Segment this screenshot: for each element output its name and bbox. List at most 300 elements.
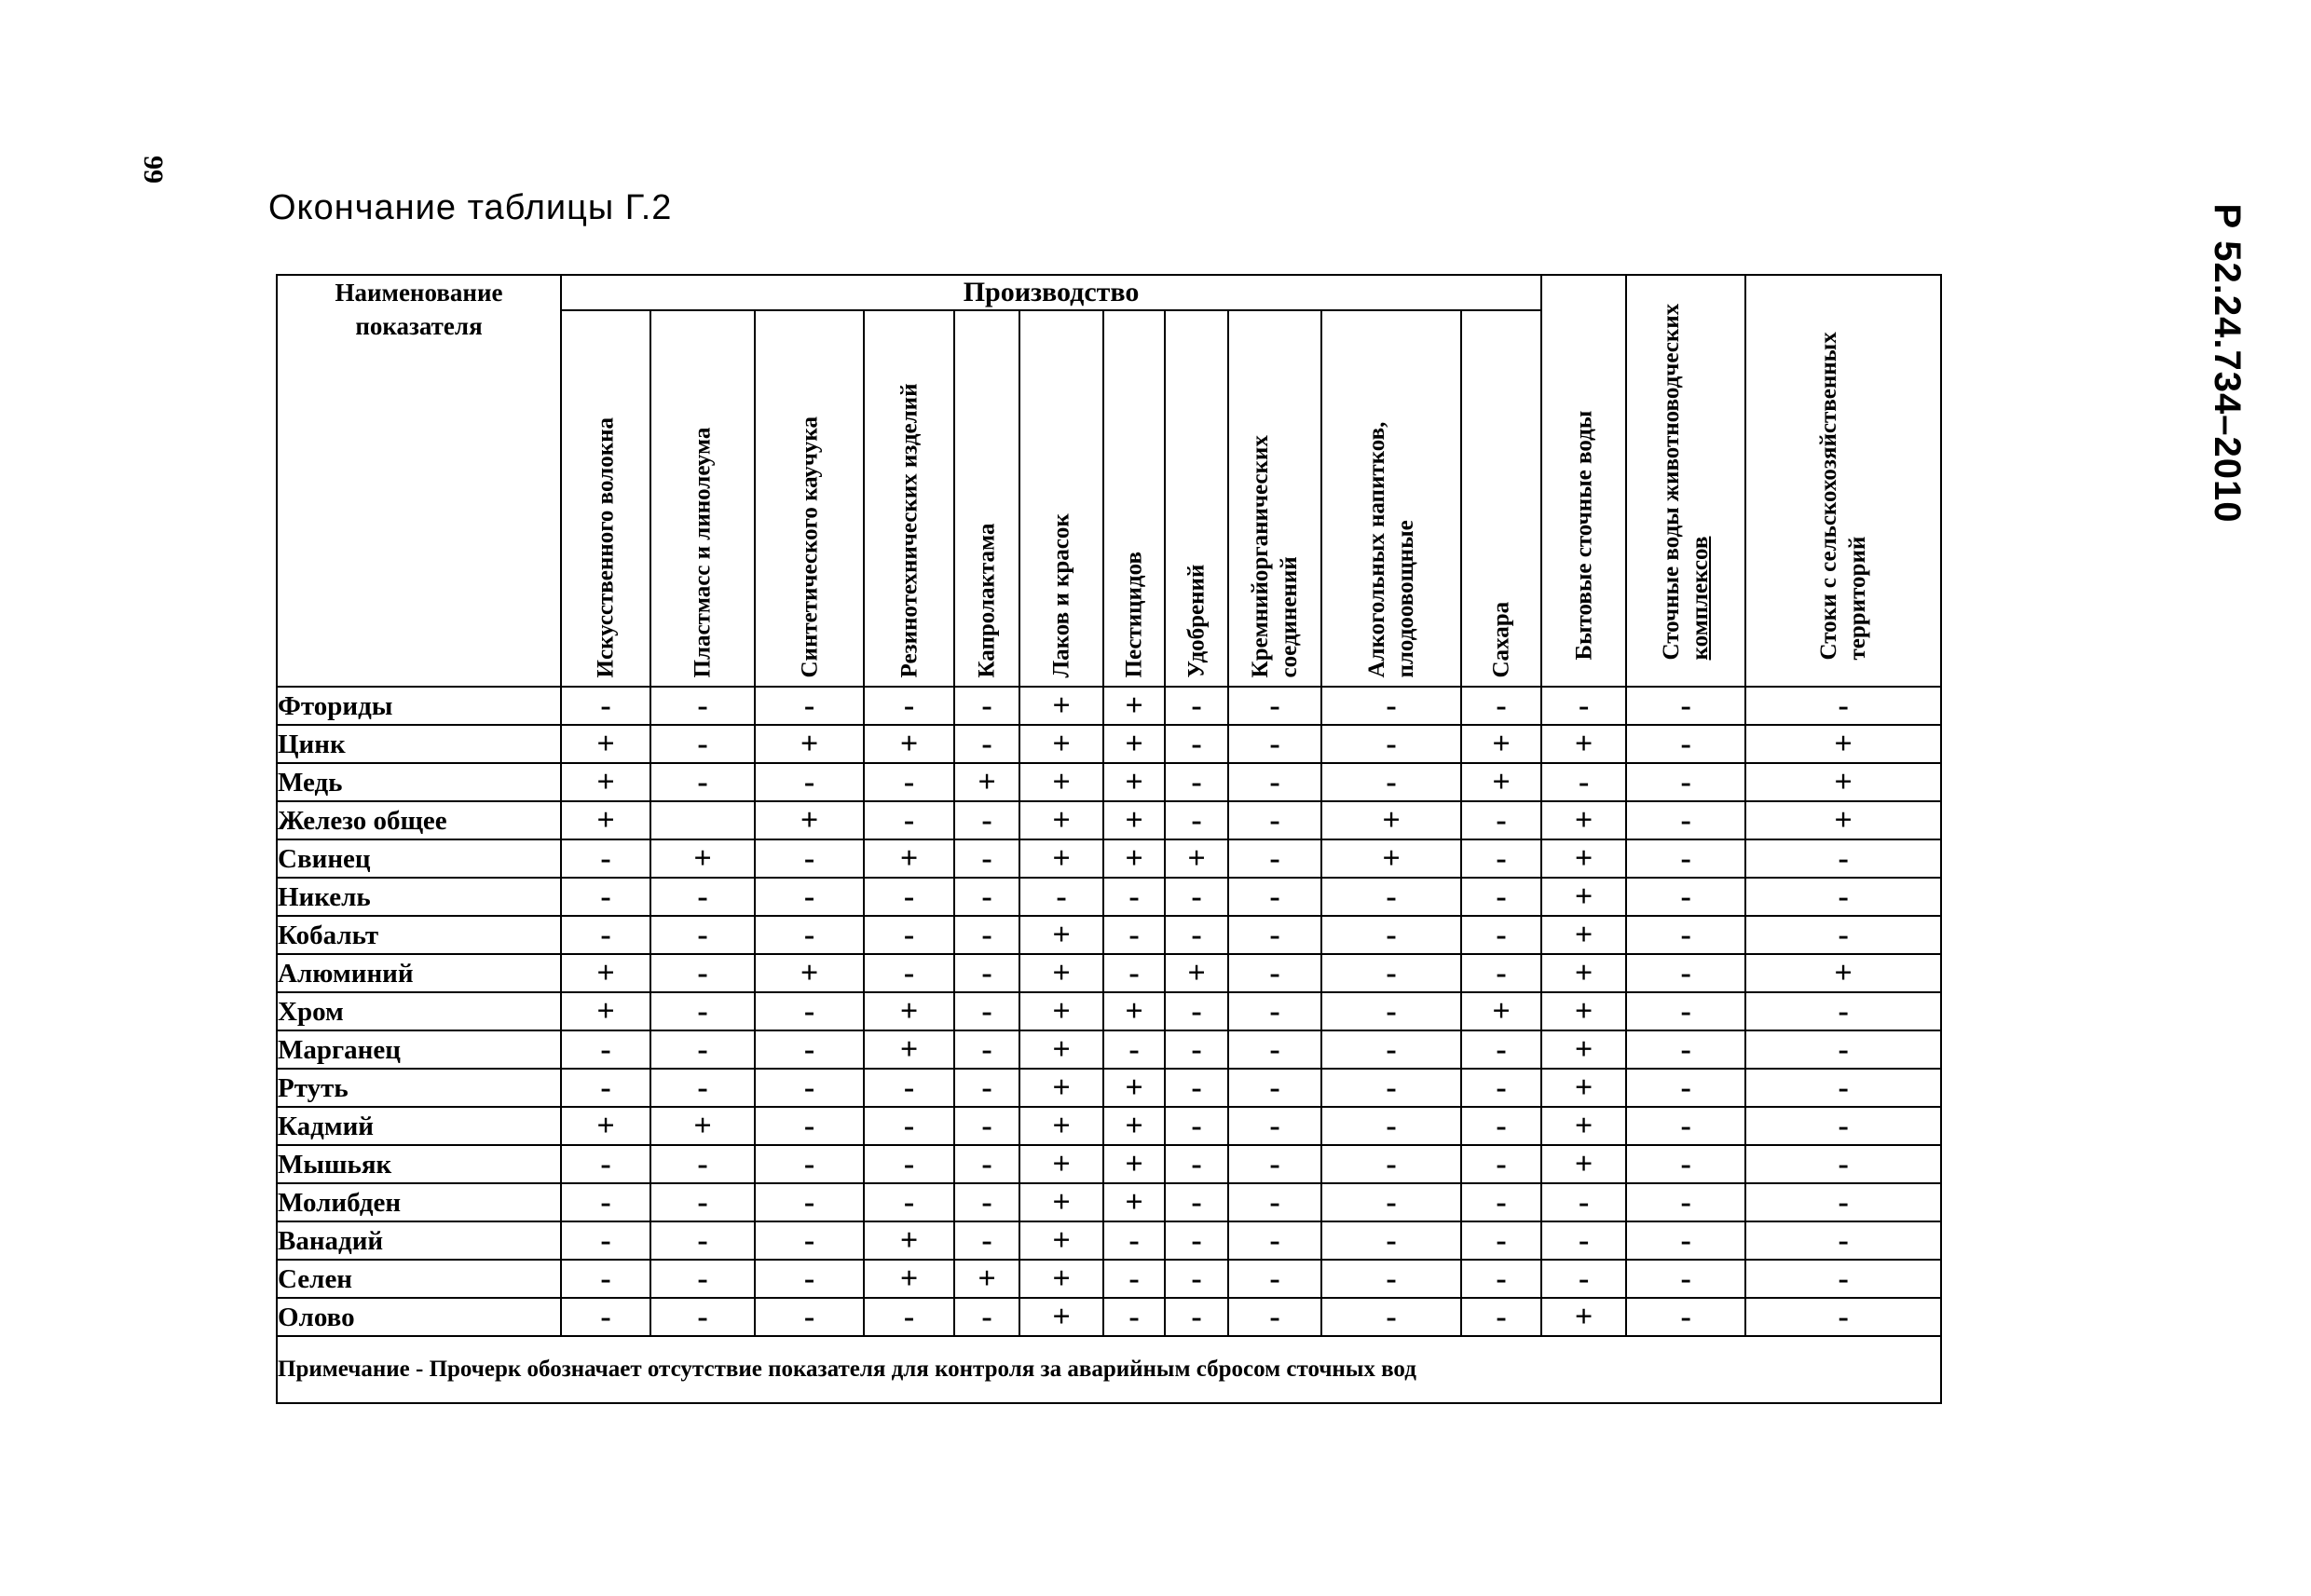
table-cell: + — [1745, 763, 1941, 801]
table-cell: + — [1461, 763, 1541, 801]
table-cell: - — [561, 916, 650, 954]
table-cell: + — [1541, 916, 1626, 954]
table-cell: - — [1745, 1030, 1941, 1069]
table-cell: - — [954, 916, 1019, 954]
table-cell: + — [1019, 801, 1103, 839]
table-body — [277, 687, 1941, 1336]
table-cell: - — [755, 1145, 864, 1183]
table-row — [277, 1183, 1941, 1221]
table-cell: - — [1626, 1183, 1745, 1221]
column-header — [561, 310, 650, 687]
table-cell: - — [1103, 1298, 1165, 1336]
table-cell: - — [1461, 1221, 1541, 1260]
table-cell: - — [650, 1183, 755, 1221]
table-row — [277, 916, 1941, 954]
table-cell: - — [1321, 1145, 1461, 1183]
table-cell: - — [954, 954, 1019, 992]
indicator-name: Марганец — [277, 1030, 561, 1069]
table-cell: - — [1103, 1260, 1165, 1298]
table-cell: - — [1228, 916, 1321, 954]
table-cell: - — [1228, 1183, 1321, 1221]
table-cell: + — [1461, 992, 1541, 1030]
indicator-name: Селен — [277, 1260, 561, 1298]
table-cell: + — [1019, 1069, 1103, 1107]
table-cell: - — [755, 1069, 864, 1107]
table-cell: - — [755, 1260, 864, 1298]
table-cell: - — [561, 1030, 650, 1069]
table-cell: - — [1321, 763, 1461, 801]
column-header — [755, 310, 864, 687]
table-cell: - — [561, 687, 650, 725]
table-cell: - — [1321, 992, 1461, 1030]
column-header — [1103, 310, 1165, 687]
indicator-name: Свинец — [277, 839, 561, 878]
table-cell: + — [1541, 1107, 1626, 1145]
table-cell: - — [1626, 916, 1745, 954]
table-cell: - — [954, 1030, 1019, 1069]
table-cell: + — [1541, 1069, 1626, 1107]
column-header-label: Бытовые сточные воды — [1571, 410, 1597, 661]
table-cell: - — [1461, 954, 1541, 992]
table-cell: - — [1228, 801, 1321, 839]
column-header — [1745, 275, 1941, 687]
table-cell: + — [561, 1107, 650, 1145]
table-cell: - — [1228, 1260, 1321, 1298]
table-cell: - — [561, 1145, 650, 1183]
table-cell: - — [954, 878, 1019, 916]
table-cell: - — [561, 878, 650, 916]
table-cell: - — [1321, 878, 1461, 916]
table-cell: + — [561, 954, 650, 992]
table-cell: - — [864, 878, 954, 916]
table-cell: + — [1745, 801, 1941, 839]
table-cell: - — [1541, 763, 1626, 801]
indicator-name: Медь — [277, 763, 561, 801]
table-cell: + — [1745, 954, 1941, 992]
table-row — [277, 763, 1941, 801]
table-cell: - — [1165, 1260, 1228, 1298]
table-cell: - — [1321, 1183, 1461, 1221]
table-row — [277, 1145, 1941, 1183]
table-cell: + — [1321, 839, 1461, 878]
table-cell: - — [1626, 878, 1745, 916]
table-cell: - — [864, 1183, 954, 1221]
table-cell: - — [1745, 1221, 1941, 1260]
table-cell: + — [1019, 992, 1103, 1030]
indicator-name: Никель — [277, 878, 561, 916]
table-cell: - — [1165, 1221, 1228, 1260]
column-header-label: Сахара — [1488, 601, 1514, 678]
table-cell: + — [1103, 1145, 1165, 1183]
table-cell: - — [755, 916, 864, 954]
table-cell: - — [755, 1107, 864, 1145]
column-header — [1228, 310, 1321, 687]
table-row — [277, 725, 1941, 763]
table-cell: + — [1019, 1145, 1103, 1183]
table-cell: - — [650, 1145, 755, 1183]
table-cell: - — [1461, 1030, 1541, 1069]
table-cell: - — [1165, 1145, 1228, 1183]
table-note: Примечание - Прочерк обозначает отсутствие показателя для контроля за аварийным сбросом сточных вод — [277, 1336, 1941, 1403]
table-cell: + — [1019, 916, 1103, 954]
table-cell: - — [650, 1030, 755, 1069]
indicator-name: Кобальт — [277, 916, 561, 954]
table-cell: + — [1103, 801, 1165, 839]
table-cell: - — [1228, 839, 1321, 878]
table-cell: - — [1228, 1030, 1321, 1069]
table-cell: + — [864, 992, 954, 1030]
table-cell: + — [1461, 725, 1541, 763]
table-cell: - — [561, 1298, 650, 1336]
table-cell: - — [1228, 992, 1321, 1030]
table-cell: - — [755, 1030, 864, 1069]
table-cell: - — [1461, 878, 1541, 916]
table-cell: - — [561, 1069, 650, 1107]
table-cell: - — [1165, 801, 1228, 839]
table-cell: + — [650, 839, 755, 878]
column-header-label: Сточные воды животноводческих комплексов — [1659, 303, 1714, 661]
table-cell: - — [1321, 725, 1461, 763]
table-cell: + — [1541, 725, 1626, 763]
table-row — [277, 1107, 1941, 1145]
table-cell: - — [954, 687, 1019, 725]
table-cell: - — [864, 687, 954, 725]
table-cell: + — [1019, 1183, 1103, 1221]
table-cell: - — [954, 1107, 1019, 1145]
table-cell: - — [1461, 1107, 1541, 1145]
column-header — [1165, 310, 1228, 687]
column-header-label: Капролактама — [974, 523, 1000, 678]
table-cell: - — [864, 763, 954, 801]
table-cell: - — [864, 1298, 954, 1336]
table-cell: - — [1541, 1221, 1626, 1260]
table-cell: - — [1019, 878, 1103, 916]
table-cell: - — [1321, 1030, 1461, 1069]
table-cell: - — [864, 954, 954, 992]
table-cell: + — [1541, 954, 1626, 992]
table-row — [277, 687, 1941, 725]
table-cell: - — [954, 1145, 1019, 1183]
table-cell: + — [1103, 725, 1165, 763]
table-cell: - — [650, 763, 755, 801]
table-row — [277, 878, 1941, 916]
table-cell: - — [650, 687, 755, 725]
table-cell: - — [650, 954, 755, 992]
table-cell: - — [755, 763, 864, 801]
table-cell: + — [1019, 1107, 1103, 1145]
table-cell: - — [1228, 1107, 1321, 1145]
table-cell: - — [954, 1183, 1019, 1221]
table-cell: + — [561, 801, 650, 839]
table-cell: + — [561, 992, 650, 1030]
table-cell: - — [1745, 878, 1941, 916]
table-cell: - — [1745, 1183, 1941, 1221]
table-cell: + — [1103, 687, 1165, 725]
column-header — [864, 310, 954, 687]
table-cell: - — [1165, 878, 1228, 916]
table-cell: + — [1541, 1298, 1626, 1336]
table-cell: + — [1745, 725, 1941, 763]
table-cell: - — [1103, 1221, 1165, 1260]
column-header — [650, 310, 755, 687]
table-cell: + — [1165, 839, 1228, 878]
table-cell: - — [1745, 1145, 1941, 1183]
table-cell: - — [1228, 954, 1321, 992]
column-header — [1019, 310, 1103, 687]
table-cell: - — [1165, 992, 1228, 1030]
table-cell: - — [1745, 1107, 1941, 1145]
table-cell: + — [755, 801, 864, 839]
table-cell: - — [1626, 1260, 1745, 1298]
table-cell: + — [864, 1221, 954, 1260]
table-cell: - — [1745, 916, 1941, 954]
table-row — [277, 1069, 1941, 1107]
table-cell: - — [650, 916, 755, 954]
indicator-name: Ванадий — [277, 1221, 561, 1260]
table-cell: + — [1019, 763, 1103, 801]
indicators-table — [276, 274, 1942, 1404]
table-cell: - — [1321, 1260, 1461, 1298]
table-cell: - — [1626, 839, 1745, 878]
table-cell: - — [1165, 1183, 1228, 1221]
table-cell: + — [1541, 1030, 1626, 1069]
table-row — [277, 801, 1941, 839]
table-row — [277, 1260, 1941, 1298]
column-header-label: Пластмасс и линолеума — [690, 427, 716, 678]
table-row — [277, 1030, 1941, 1069]
table-cell: + — [1103, 992, 1165, 1030]
indicator-name: Мышьяк — [277, 1145, 561, 1183]
table-cell: - — [1461, 1145, 1541, 1183]
indicator-name: Фториды — [277, 687, 561, 725]
table-cell: - — [1321, 1298, 1461, 1336]
table-cell: + — [1019, 1030, 1103, 1069]
column-header — [1321, 310, 1461, 687]
table-cell: + — [954, 763, 1019, 801]
table-cell: - — [1461, 801, 1541, 839]
column-header-label: Лаков и красок — [1048, 513, 1074, 678]
table-row — [277, 954, 1941, 992]
table-cell: + — [864, 839, 954, 878]
table-cell: - — [1165, 725, 1228, 763]
table-row — [277, 839, 1941, 878]
table-cell: + — [1019, 839, 1103, 878]
table-cell: - — [755, 1221, 864, 1260]
table-cell: + — [864, 1260, 954, 1298]
table-cell: - — [864, 916, 954, 954]
table-cell: + — [1103, 1183, 1165, 1221]
table-cell: - — [864, 1069, 954, 1107]
table-cell: - — [755, 992, 864, 1030]
table-cell: + — [1541, 992, 1626, 1030]
document-code: Р 52.24.734–2010 — [2207, 203, 2248, 524]
table-cell: - — [1321, 1107, 1461, 1145]
column-header-label: Пестицидов — [1121, 552, 1147, 678]
table-cell: + — [1541, 801, 1626, 839]
table-cell: - — [954, 1298, 1019, 1336]
indicator-name-header: Наименование показателя — [277, 275, 561, 687]
column-header — [954, 310, 1019, 687]
table-cell: - — [1626, 1069, 1745, 1107]
table-cell: - — [864, 801, 954, 839]
table-cell: - — [1228, 687, 1321, 725]
table-title: Окончание таблицы Г.2 — [268, 188, 673, 227]
table-cell: - — [650, 1298, 755, 1336]
table-cell: + — [561, 725, 650, 763]
column-header — [1626, 275, 1745, 687]
table-cell: - — [1626, 1221, 1745, 1260]
table-cell: - — [954, 725, 1019, 763]
table-cell: - — [1165, 916, 1228, 954]
table-cell: - — [1228, 1145, 1321, 1183]
column-header-label: Стоки с сельскохозяйственных территорий — [1816, 332, 1871, 661]
table-cell: + — [561, 763, 650, 801]
table-cell: - — [1461, 1298, 1541, 1336]
indicator-name: Кадмий — [277, 1107, 561, 1145]
table-cell: - — [1626, 1298, 1745, 1336]
table-cell: + — [1165, 954, 1228, 992]
table-cell: - — [561, 1221, 650, 1260]
table-cell: - — [1321, 1069, 1461, 1107]
table-cell: - — [954, 839, 1019, 878]
table-cell: - — [561, 1260, 650, 1298]
table-cell: - — [1745, 992, 1941, 1030]
table-cell: - — [1626, 763, 1745, 801]
table-cell: - — [650, 1069, 755, 1107]
table-cell: - — [1541, 1260, 1626, 1298]
table-row — [277, 1298, 1941, 1336]
table-cell: - — [1461, 839, 1541, 878]
table-cell: - — [1228, 1298, 1321, 1336]
column-header-label: Удобрений — [1183, 564, 1210, 678]
table-cell: - — [864, 1107, 954, 1145]
table-cell: + — [864, 725, 954, 763]
table-cell: - — [1626, 687, 1745, 725]
table-cell: + — [1019, 1221, 1103, 1260]
column-header — [1461, 310, 1541, 687]
table-cell: + — [1103, 763, 1165, 801]
table-cell: - — [755, 878, 864, 916]
table-cell: - — [1165, 687, 1228, 725]
table-cell: - — [561, 839, 650, 878]
table-cell: - — [1228, 878, 1321, 916]
table-cell: - — [650, 1260, 755, 1298]
page-number: 99 — [138, 156, 169, 184]
table-cell: - — [561, 1183, 650, 1221]
table-cell: - — [1745, 687, 1941, 725]
table-cell: - — [1321, 954, 1461, 992]
table-cell: + — [1103, 1107, 1165, 1145]
indicator-name: Железо общее — [277, 801, 561, 839]
table-cell: - — [1165, 1107, 1228, 1145]
table-cell: - — [1461, 687, 1541, 725]
table-cell: - — [954, 801, 1019, 839]
column-header-label: Синтетического каучука — [797, 416, 822, 678]
table-cell: + — [1541, 878, 1626, 916]
table-row — [277, 1221, 1941, 1260]
table-cell: + — [755, 725, 864, 763]
table-cell: - — [1103, 878, 1165, 916]
table-cell: - — [1103, 954, 1165, 992]
table-cell: - — [1228, 1221, 1321, 1260]
column-header — [1541, 275, 1626, 687]
table-cell: + — [1541, 1145, 1626, 1183]
table-cell: + — [1019, 725, 1103, 763]
table-cell: - — [1626, 954, 1745, 992]
indicator-name: Олово — [277, 1298, 561, 1336]
table-cell: - — [1541, 1183, 1626, 1221]
table-cell: - — [1103, 916, 1165, 954]
table-cell: - — [1165, 1030, 1228, 1069]
column-header-label: Алкогольных напитков, плодоовощные — [1364, 421, 1418, 678]
table-cell: - — [1228, 763, 1321, 801]
table-cell: - — [650, 725, 755, 763]
table-cell: - — [1103, 1030, 1165, 1069]
table-cell: - — [1626, 1107, 1745, 1145]
table-cell — [650, 801, 755, 839]
indicator-name: Хром — [277, 992, 561, 1030]
column-header-label: Искусственного волокна — [593, 416, 619, 678]
table-cell: + — [1321, 801, 1461, 839]
table-cell: - — [1626, 801, 1745, 839]
table-cell: - — [1165, 763, 1228, 801]
table-cell: + — [1019, 1260, 1103, 1298]
table-cell: - — [755, 839, 864, 878]
table-cell: - — [1626, 1145, 1745, 1183]
table-cell: - — [1461, 1260, 1541, 1298]
table-cell: - — [1461, 1069, 1541, 1107]
table-cell: - — [1228, 1069, 1321, 1107]
table-cell: - — [755, 1183, 864, 1221]
table-cell: - — [1461, 1183, 1541, 1221]
table-cell: - — [1165, 1298, 1228, 1336]
table-cell: - — [755, 1298, 864, 1336]
indicator-name: Алюминий — [277, 954, 561, 992]
table-cell: - — [1745, 1069, 1941, 1107]
table-cell: + — [1019, 687, 1103, 725]
table-cell: - — [1626, 1030, 1745, 1069]
table-cell: - — [650, 878, 755, 916]
table-cell: - — [1321, 1221, 1461, 1260]
table-cell: - — [1461, 916, 1541, 954]
table-cell: - — [1165, 1069, 1228, 1107]
table-cell: - — [954, 992, 1019, 1030]
table-cell: + — [1019, 954, 1103, 992]
table-cell: + — [864, 1030, 954, 1069]
table-cell: - — [1626, 725, 1745, 763]
table-cell: + — [1103, 839, 1165, 878]
production-group-header: Производство — [561, 275, 1541, 310]
table-cell: - — [1228, 725, 1321, 763]
table-cell: - — [755, 687, 864, 725]
column-header-label: Резинотехнических изделий — [896, 383, 922, 678]
table-cell: - — [1745, 1260, 1941, 1298]
table-cell: + — [954, 1260, 1019, 1298]
table-cell: + — [1541, 839, 1626, 878]
table-cell: - — [954, 1069, 1019, 1107]
table-cell: - — [954, 1221, 1019, 1260]
table-cell: + — [650, 1107, 755, 1145]
table-cell: - — [650, 1221, 755, 1260]
table-cell: - — [1745, 839, 1941, 878]
indicator-name: Молибден — [277, 1183, 561, 1221]
table-cell: - — [1321, 916, 1461, 954]
column-header-label: Кремнийорганических соединений — [1248, 435, 1302, 678]
table-cell: - — [1321, 687, 1461, 725]
table-row — [277, 992, 1941, 1030]
table-cell: - — [650, 992, 755, 1030]
indicator-name: Ртуть — [277, 1069, 561, 1107]
